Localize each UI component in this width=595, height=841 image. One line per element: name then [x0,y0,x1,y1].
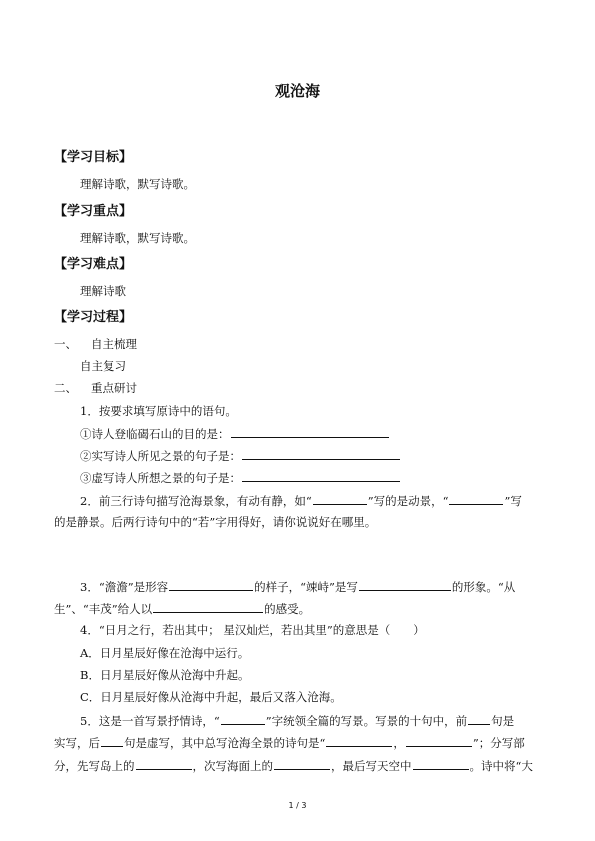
question-4-option-b[interactable]: B．日月星辰好像从沧海中升起。 [80,668,250,682]
key-text: 理解诗歌，默写诗歌。 [80,231,195,245]
question-5-line-2 [54,734,525,751]
question-5-text-e: 句是虚写，其中总写沧海全景的诗句是“ [124,736,326,750]
question-5-text-g: ”；分写部 [472,736,525,750]
answer-blank[interactable] [153,600,263,613]
question-4-option-a[interactable]: A．日月星辰好像在沧海中运行。 [80,646,250,660]
question-4: 4．“日月之行，若出其中； 星汉灿烂，若出其里”的意思是（ ） [80,623,425,637]
answer-blank[interactable] [406,734,472,747]
answer-blank[interactable] [242,447,400,460]
answer-blank[interactable] [274,757,330,770]
question-2-text-c: ”写 [504,494,522,508]
process-item-1 [54,336,137,352]
goal-text: 理解诗歌，默写诗歌。 [80,177,195,191]
question-4-option-c[interactable]: C．日月星辰好像从沧海中升起，最后又落入沧海。 [80,690,342,704]
question-5-line-1 [80,712,514,729]
question-5-text-i: ，次写海面上的 [192,759,273,773]
answer-blank[interactable] [413,757,469,770]
question-5-line-3 [54,757,533,774]
question-2-line-1 [80,492,522,509]
answer-blank[interactable] [169,578,253,591]
question-5-text-k: 。诗中将“大 [469,759,533,773]
difficulty-text: 理解诗歌 [80,284,126,298]
question-5-text-a: 5．这是一首写景抒情诗，“ [80,714,220,728]
answer-blank[interactable] [326,734,392,747]
question-1b-text: ②实写诗人所见之景的句子是： [80,449,241,463]
question-5-text-d: 实写，后 [54,736,100,750]
answer-blank[interactable] [231,425,389,438]
process-item-2-label: 重点研讨 [91,381,137,395]
question-3-line-1 [80,578,515,595]
answer-blank[interactable] [449,492,503,505]
heading-process: 【学习过程】 [54,310,133,325]
question-3-text-b: 的样子，“竦峙”是写 [254,580,358,594]
process-item-1-label: 自主梳理 [91,337,137,351]
question-2-line-2: 的是静景。后两行诗句中的“若”字用得好，请你说说好在哪里。 [54,515,377,529]
answer-blank[interactable] [359,578,451,591]
answer-blank[interactable] [313,492,367,505]
question-5-text-b: ”字统领全篇的写景。写景的十句中，前 [265,714,468,728]
heading-key: 【学习重点】 [54,204,133,219]
question-3-text-a: 3．“澹澹”是形容 [80,580,169,594]
question-3-text-d: 生”、“丰茂”给人以 [54,602,153,616]
heading-difficulty: 【学习难点】 [54,257,133,272]
process-item-1-num: 一、 [54,337,77,351]
question-1b [80,447,401,464]
question-1c [80,469,401,486]
answer-blank[interactable] [221,712,265,725]
question-5-text-c: 句是 [491,714,515,728]
answer-blank[interactable] [136,757,192,770]
question-2-text-b: ”写的是动景，“ [367,494,449,508]
question-1a [80,425,390,442]
question-5-text-j: ，最后写天空中 [331,759,412,773]
question-1a-text: ①诗人登临碣石山的目的是： [80,427,230,441]
question-5-text-h: 分，先写岛上的 [54,759,135,773]
question-3-text-c: 的形象。“从 [451,580,516,594]
question-3-line-2 [54,600,310,617]
process-item-2-num: 二、 [54,381,77,395]
process-item-1-sub: 自主复习 [80,359,126,373]
question-5-text-f: ， [393,736,405,750]
question-2-text-a: 2．前三行诗句描写沧海景象，有动有静，如“ [80,494,312,508]
question-1: 1．按要求填写原诗中的语句。 [80,404,237,418]
question-1c-text: ③虚写诗人所想之景的句子是： [80,471,241,485]
answer-blank[interactable] [101,734,123,747]
process-item-2 [54,380,137,396]
heading-goal: 【学习目标】 [54,150,133,165]
page-number: 1 / 3 [288,801,307,810]
answer-blank[interactable] [242,469,400,482]
question-3-text-e: 的感受。 [264,602,311,616]
answer-blank[interactable] [468,712,490,725]
page-title: 观沧海 [274,82,320,100]
